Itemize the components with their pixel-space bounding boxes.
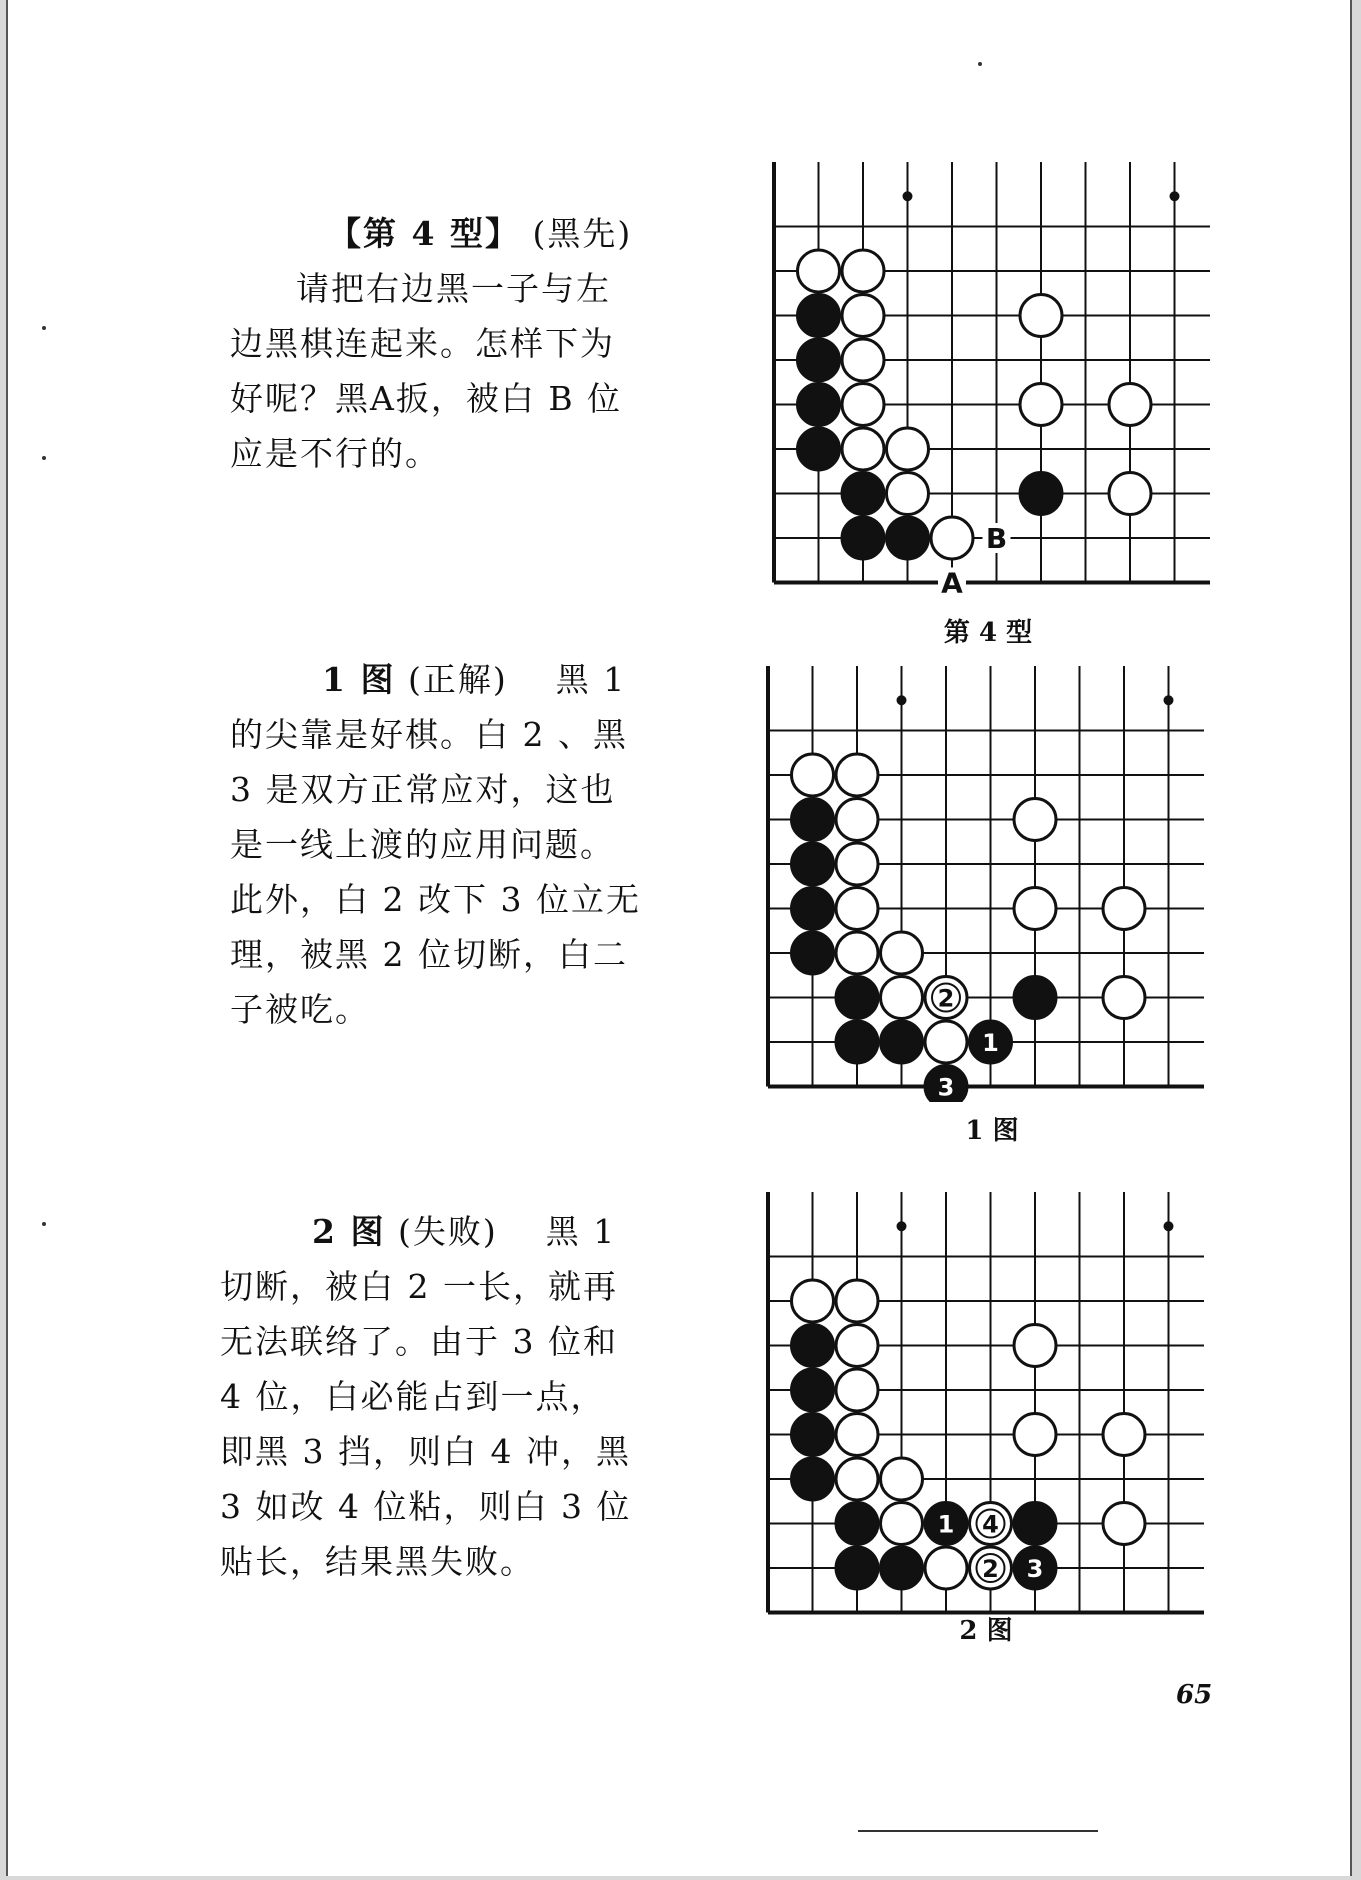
white-stone (842, 295, 884, 337)
white-stone (836, 1280, 878, 1322)
white-stone (970, 1547, 1012, 1589)
figure1-line: 的尖靠是好棋。白 2 、黑 (230, 715, 628, 754)
black-stone (836, 1503, 878, 1545)
black-stone (1014, 977, 1056, 1019)
point-letter (983, 522, 1011, 555)
white-stone (836, 932, 878, 974)
move-number-label: 2 (937, 984, 955, 1013)
black-stone (792, 1369, 834, 1411)
move-number-label: 3 (937, 1073, 955, 1102)
bottom-rule (858, 1830, 1098, 1832)
figure1-line: 是一线上渡的应用问题。 (230, 825, 615, 864)
white-stone (1103, 1503, 1145, 1545)
figure1-heading-tail: 黑 1 (555, 660, 627, 699)
white-stone (798, 250, 840, 292)
speck (978, 62, 982, 66)
figure1-line: 子被吃。 (230, 990, 370, 1029)
speck (42, 1222, 46, 1226)
figure2-line: 切断，被白 2 一长，就再 (220, 1267, 618, 1306)
white-stone (842, 250, 884, 292)
figure2-caption: 2 图 (959, 1616, 1013, 1646)
black-stone (881, 1547, 923, 1589)
black-stone (792, 1325, 834, 1367)
white-stone (931, 517, 973, 559)
white-stone (792, 1280, 834, 1322)
black-stone (1014, 1547, 1056, 1589)
figure2-heading-label: 2 图 (312, 1212, 386, 1251)
white-stone (1103, 888, 1145, 930)
black-stone (842, 517, 884, 559)
black-stone (925, 1503, 967, 1545)
white-stone (925, 977, 967, 1019)
black-stone (792, 1414, 834, 1456)
page-number: 65 (1176, 1680, 1213, 1710)
white-stone (1103, 1414, 1145, 1456)
white-stone (1014, 1325, 1056, 1367)
white-stone (1014, 1414, 1056, 1456)
go-board-figure2 (752, 1188, 1212, 1628)
black-stone (970, 1021, 1012, 1063)
white-stone (836, 799, 878, 841)
white-stone (881, 932, 923, 974)
white-stone (1014, 799, 1056, 841)
black-stone (792, 932, 834, 974)
white-stone (842, 384, 884, 426)
white-stone (842, 339, 884, 381)
white-stone (925, 1021, 967, 1063)
white-stone (836, 1414, 878, 1456)
figure2-heading (220, 1204, 631, 1259)
star-point (897, 695, 907, 705)
figure1-caption: 1 图 (965, 1116, 1019, 1146)
figure1-heading-label: 1 图 (322, 660, 396, 699)
black-stone (925, 1066, 967, 1103)
problem-caption: 第 4 型 (943, 618, 1033, 648)
problem-heading-note: (黑先) (532, 214, 633, 253)
figure2-heading-tail: 黑 1 (545, 1212, 617, 1251)
black-stone (836, 1021, 878, 1063)
figure1-text (230, 652, 641, 1037)
problem-line: 好呢？黑A扳，被白 B 位 (230, 379, 623, 418)
star-point (1164, 695, 1174, 705)
move-number-label: 1 (982, 1029, 999, 1057)
figure2-line: 贴长，结果黑失败。 (220, 1542, 535, 1581)
white-stone (970, 1503, 1012, 1545)
problem-line: 边黑棋连起来。怎样下为 (230, 324, 615, 363)
star-point (897, 1221, 907, 1231)
white-stone (881, 1458, 923, 1500)
black-stone (881, 1021, 923, 1063)
black-stone (836, 977, 878, 1019)
black-stone (1020, 473, 1062, 515)
point-letter-label: A (941, 566, 963, 598)
black-stone (887, 517, 929, 559)
point-letter-label: B (985, 522, 1008, 555)
go-board-figure1 (752, 662, 1212, 1102)
figure2-line: 即黑 3 挡，则白 4 冲，黑 (220, 1432, 631, 1471)
figure1-heading-note: (正解) (407, 660, 508, 699)
problem-line: 请把右边黑一子与左 (296, 269, 611, 308)
white-stone (1103, 977, 1145, 1019)
black-stone (798, 295, 840, 337)
figure2-line: 4 位，白必能占到一点， (220, 1377, 606, 1416)
figure2-text (220, 1204, 631, 1589)
black-stone (798, 428, 840, 470)
white-stone (1109, 384, 1151, 426)
figure1-heading (230, 652, 641, 707)
figure1-line: 此外，白 2 改下 3 位立无 (230, 880, 641, 919)
speck (42, 456, 46, 460)
move-number-label: 4 (982, 1510, 999, 1539)
black-stone (836, 1547, 878, 1589)
move-number-label: 3 (1026, 1555, 1044, 1583)
star-point (1170, 191, 1180, 201)
white-stone (792, 754, 834, 796)
white-stone (836, 754, 878, 796)
move-number-label: 1 (937, 1510, 955, 1539)
white-stone (887, 473, 929, 515)
white-stone (881, 977, 923, 1019)
black-stone (798, 384, 840, 426)
black-stone (792, 843, 834, 885)
book-page (6, 0, 1352, 1876)
white-stone (881, 1503, 923, 1545)
white-stone (1014, 888, 1056, 930)
white-stone (842, 428, 884, 470)
white-stone (836, 1369, 878, 1411)
star-point (903, 191, 913, 201)
go-board-problem (758, 158, 1218, 598)
problem-heading (230, 206, 632, 261)
star-point (1164, 1221, 1174, 1231)
black-stone (792, 888, 834, 930)
white-stone (1020, 295, 1062, 337)
white-stone (836, 888, 878, 930)
black-stone (842, 473, 884, 515)
figure2-line: 3 如改 4 位粘，则白 3 位 (220, 1487, 632, 1526)
white-stone (836, 1458, 878, 1500)
black-stone (792, 1458, 834, 1500)
point-letter (938, 567, 966, 599)
move-number-label: 2 (982, 1555, 999, 1583)
white-stone (836, 1325, 878, 1367)
figure2-line: 无法联络了。由于 3 位和 (220, 1322, 618, 1361)
black-stone (792, 799, 834, 841)
white-stone (1020, 384, 1062, 426)
figure2-heading-note: (失败) (397, 1212, 498, 1251)
speck (42, 326, 46, 330)
white-stone (836, 843, 878, 885)
white-stone (887, 428, 929, 470)
figure1-line: 3 是双方正常应对，这也 (230, 770, 616, 809)
white-stone (925, 1547, 967, 1589)
white-stone (1109, 473, 1151, 515)
black-stone (798, 339, 840, 381)
problem-heading-label: 【第 4 型】 (328, 214, 520, 253)
figure1-line: 理，被黑 2 位切断，白二 (230, 935, 628, 974)
black-stone (1014, 1503, 1056, 1545)
problem-text (230, 206, 632, 481)
problem-line: 应是不行的。 (230, 434, 440, 473)
